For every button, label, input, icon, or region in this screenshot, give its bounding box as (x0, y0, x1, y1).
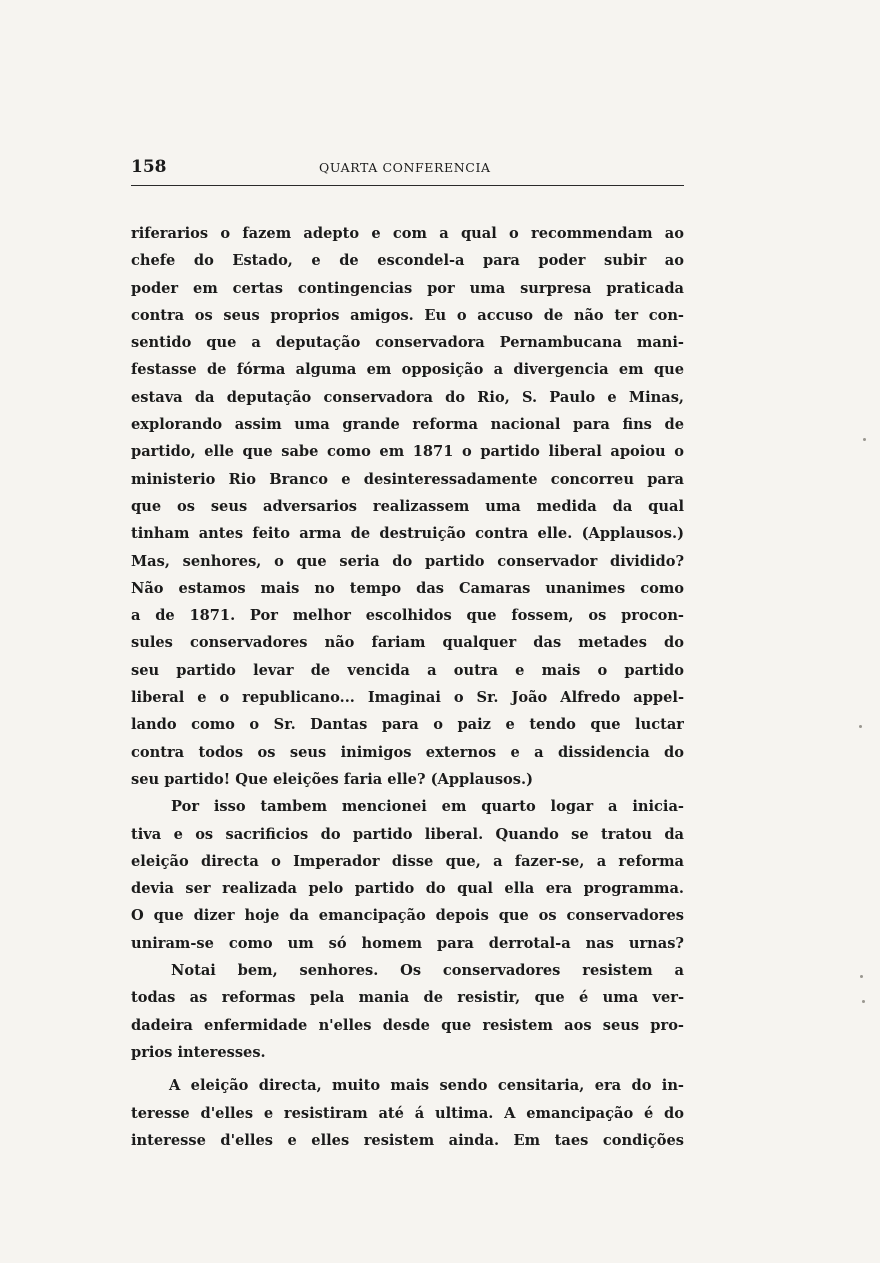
text-line: explorando assim uma grande reforma nacional para fins de (131, 416, 684, 434)
text-line: Mas, senhores, o que seria do partido conservador dividido? (131, 552, 684, 570)
text-line: eleição directa o Imperador disse que, a fazer-se, a reforma (131, 852, 684, 870)
body-text (131, 220, 684, 1154)
text-line: festasse de fórma alguma em opposição a divergencia em que (131, 361, 684, 379)
text-line: chefe do Estado, e de escondel-a para poder subir ao (131, 252, 684, 270)
text-line: sentido que a deputação conservadora Pernambucana mani- (131, 334, 684, 352)
text-line: contra todos os seus inimigos externos e a dissidencia do (131, 743, 684, 761)
text-line: prios interesses. (131, 1043, 266, 1061)
paper-speck (862, 1000, 865, 1003)
paper-speck (863, 438, 866, 441)
text-line: interesse d'elles e elles resistem ainda. Em taes condições (131, 1131, 684, 1149)
text-line: A eleição directa, muito mais sendo censitaria, era do in- (169, 1077, 684, 1095)
running-title: QUARTA CONFERENCIA (319, 160, 491, 175)
text-line: dadeira enfermidade n'elles desde que resistem aos seus pro- (131, 1016, 684, 1034)
text-line: uniram-se como um só homem para derrotal-a nas urnas? (131, 934, 684, 952)
text-line: seu partido levar de vencida a outra e mais o partido (131, 661, 684, 679)
text-line: contra os seus proprios amigos. Eu o accuso de não ter con- (131, 306, 684, 324)
text-line: devia ser realizada pelo partido do qual ella era programma. (131, 880, 684, 898)
text-line: que os seus adversarios realizassem uma medida da qual (131, 497, 684, 515)
paper-speck (860, 975, 863, 978)
running-header (131, 157, 684, 187)
text-line: liberal e o republicano... Imaginai o Sr. João Alfredo appel- (131, 689, 684, 707)
text-line: estava da deputação conservadora do Rio, S. Paulo e Minas, (131, 388, 684, 406)
text-line: seu partido! Que eleições faria elle? (Applausos.) (131, 770, 533, 788)
text-line: tinham antes feito arma de destruição contra elle. (Applausos.) (131, 525, 684, 543)
text-line: Notai bem, senhores. Os conservadores resistem a (171, 962, 684, 980)
text-line: todas as reformas pela mania de resistir, que é uma ver- (131, 989, 684, 1007)
paper-speck (859, 725, 862, 728)
text-line: Por isso tambem mencionei em quarto logar a inicia- (171, 798, 684, 816)
text-line: tiva e os sacrificios do partido liberal. Quando se tratou da (131, 825, 684, 843)
text-line: poder em certas contingencias por uma surpresa praticada (131, 279, 684, 297)
text-line: a de 1871. Por melhor escolhidos que fossem, os procon- (131, 607, 684, 625)
text-line: partido, elle que sabe como em 1871 o partido liberal apoiou o (131, 443, 684, 461)
text-line: O que dizer hoje da emancipação depois que os conservadores (131, 907, 684, 925)
header-rule (131, 185, 684, 186)
page-number: 158 (131, 157, 167, 177)
text-line: Não estamos mais no tempo das Camaras unanimes como (131, 579, 684, 597)
text-line: lando como o Sr. Dantas para o paiz e tendo que luctar (131, 716, 684, 734)
text-line: ministerio Rio Branco e desinteressadamente concorreu para (131, 470, 684, 488)
text-line: sules conservadores não fariam qualquer das metades do (131, 634, 684, 652)
text-line: teresse d'elles e resistiram até á ultima. A emancipação é do (131, 1104, 684, 1122)
text-line: riferarios o fazem adepto e com a qual o recommendam ao (131, 225, 684, 242)
